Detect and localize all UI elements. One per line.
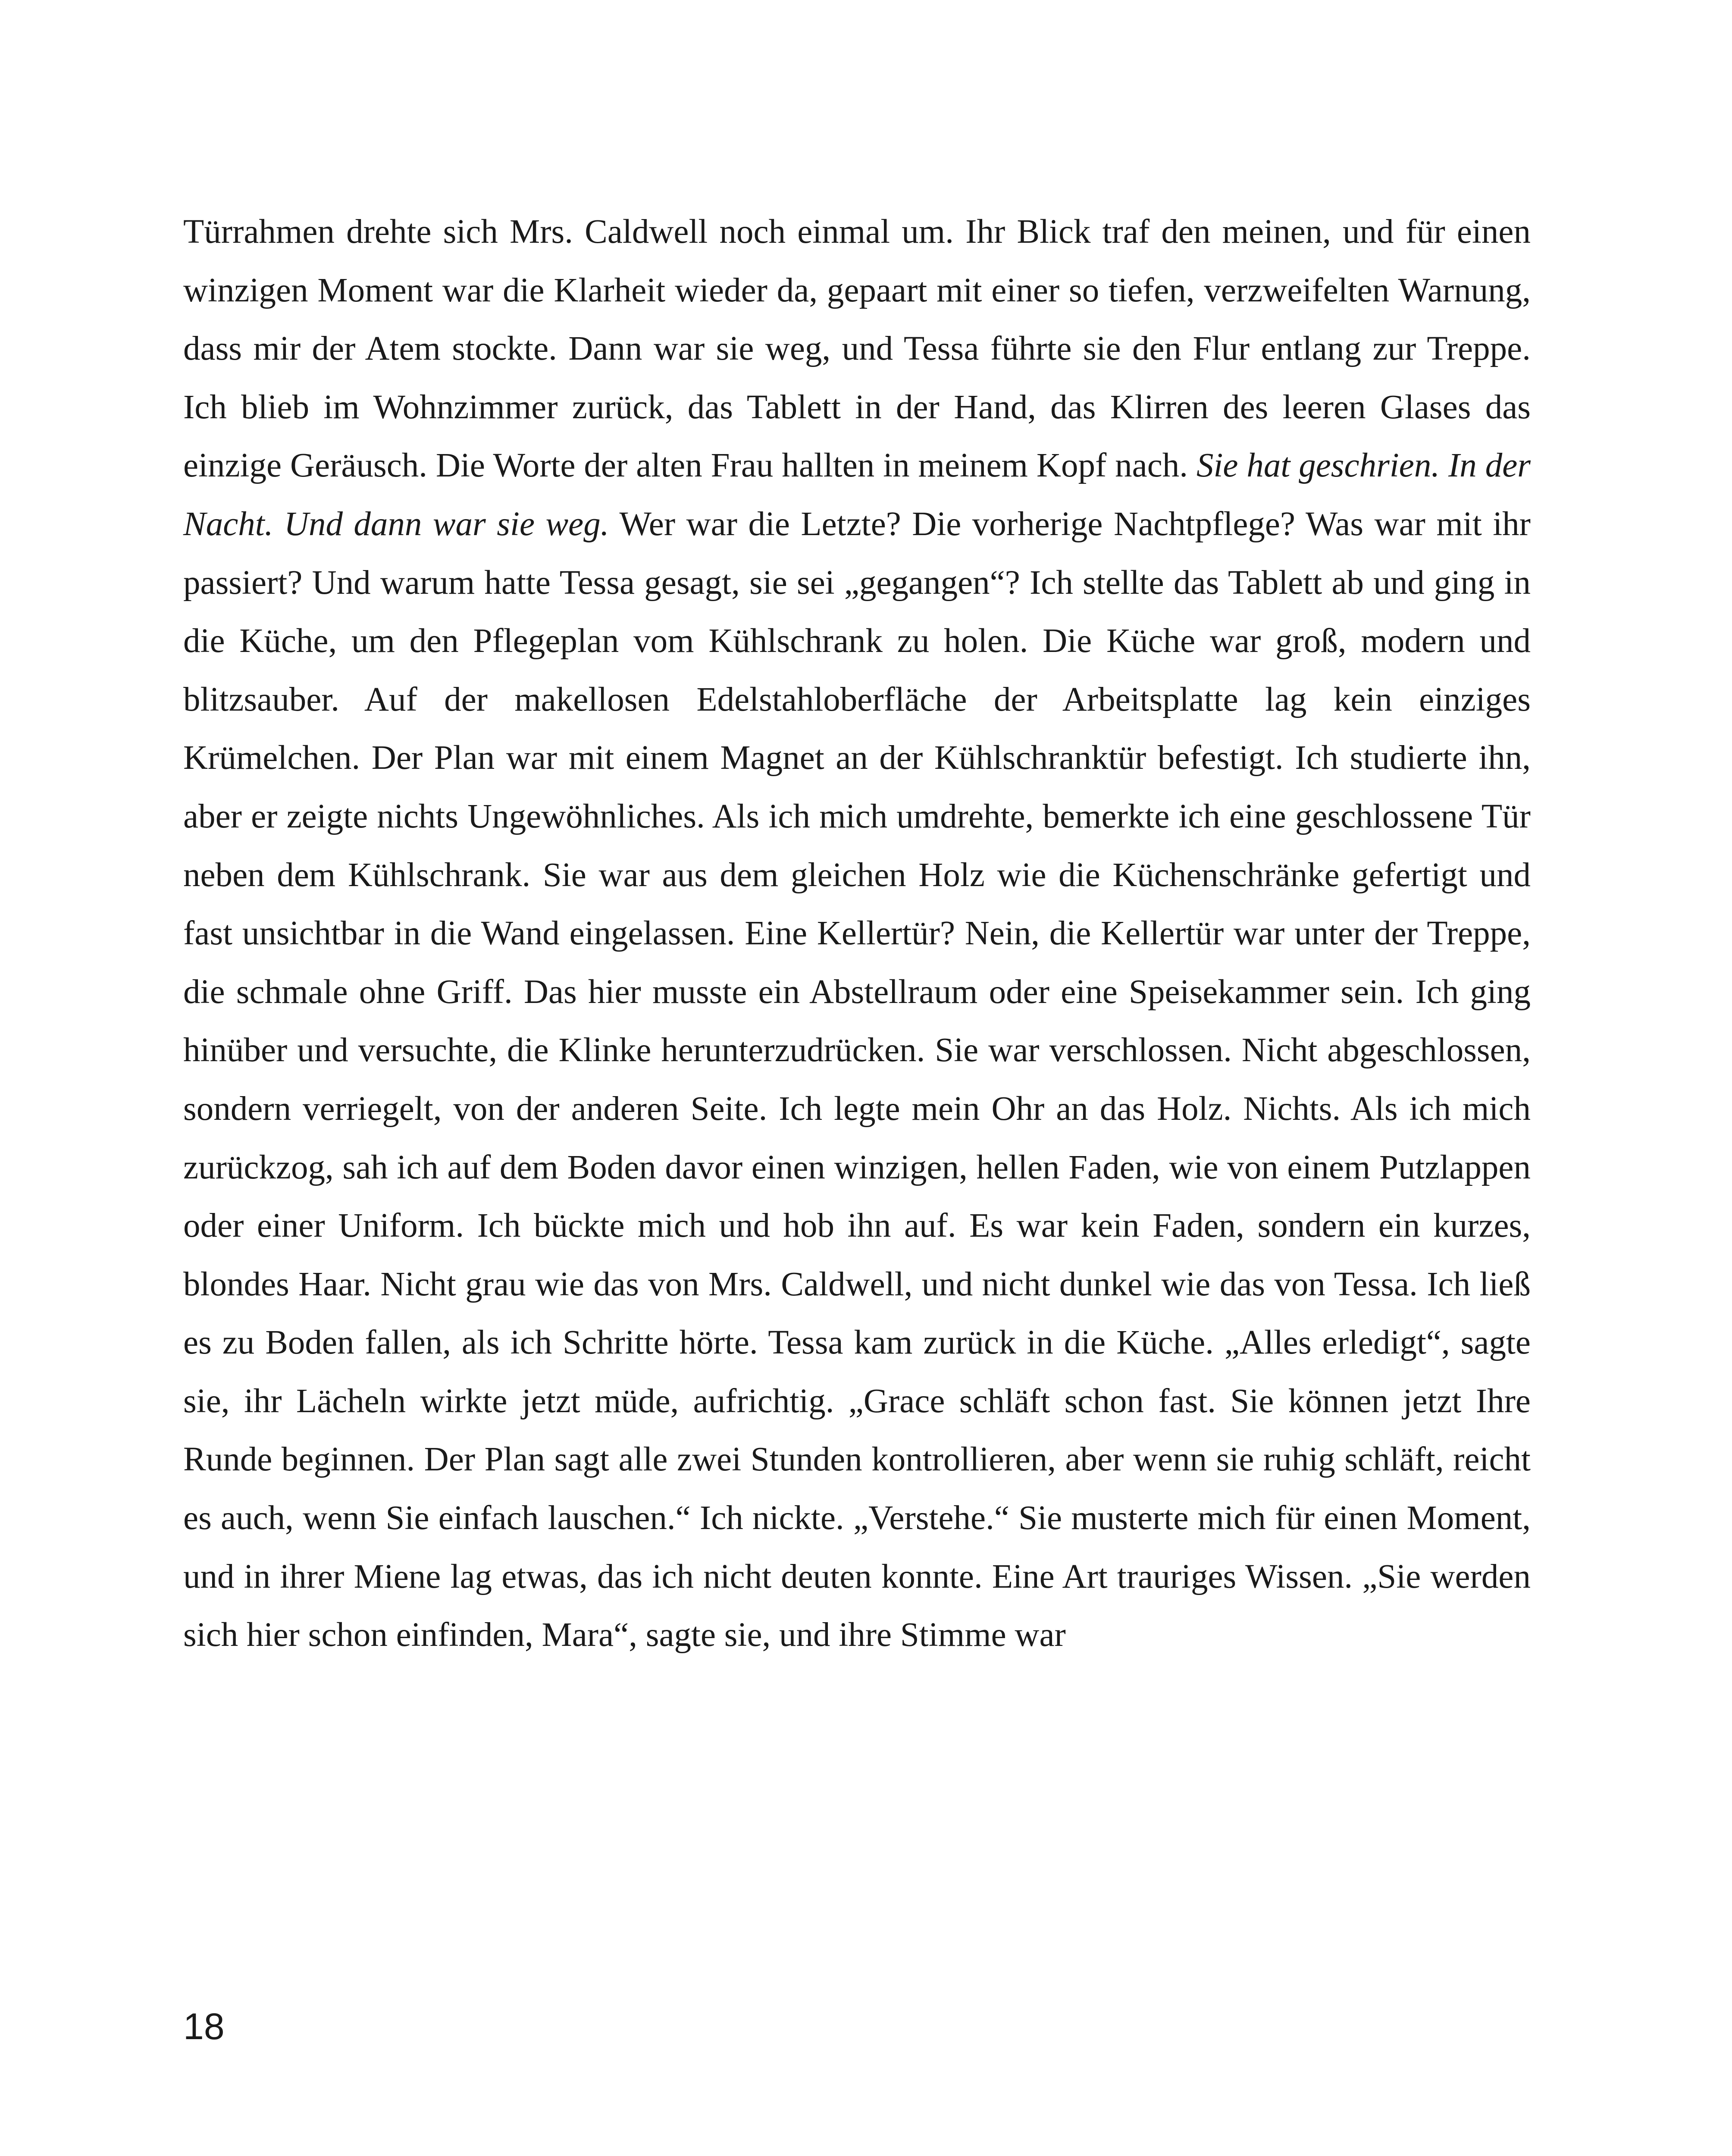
body-text-part-1: Türrahmen drehte sich Mrs. Caldwell noch einmal um. Ihr Blick traf den meinen, und für einen winzigen Moment war die Klarheit wieder da, gepaart mit einer so tiefen, verzweifelten Warnung, dass mir der Atem stockte. Dann war sie weg, und Tessa führte sie den Flur entlang zur Treppe. Ich blieb im Wohnzimmer zurück, das Tablett in der Hand, das Klirren des leeren Glases das einzige Geräusch. Die Worte der alten Frau hallten in meinem Kopf nach.	[183, 213, 1531, 485]
page-number: 18	[183, 2006, 225, 2047]
body-text-italic-quote: Sie hat geschrien. In der Nacht. Und dann war sie weg.	[183, 447, 1531, 543]
body-text-part-2: Wer war die Letzte? Die vorherige Nachtpflege? Was war mit ihr passiert? Und warum hatte Tessa gesagt, sie sei „gegangen“? Ich stellte das Tablett ab und ging in die Küche, um den Pflegeplan vom Kühlschrank zu holen. Die Küche war groß, modern und blitzsauber. Auf der makellosen Edelstahloberfläche der Arbeitsplatte lag kein einziges Krümelchen. Der Plan war mit einem Magnet an der Kühlschranktür befestigt. Ich studierte ihn, aber er zeigte nichts Ungewöhnliches. Als ich mich umdrehte, bemerkte ich eine geschlossene Tür neben dem Kühlschrank. Sie war aus dem gleichen Holz wie die Küchenschränke gefertigt und fast unsichtbar in die Wand eingelassen. Eine Kellertür? Nein, die Kellertür war unter der Treppe, die schmale ohne Griff. Das hier musste ein Abstellraum oder eine Speisekammer sein. Ich ging hinüber und versuchte, die Klinke herunterzudrücken. Sie war verschlossen. Nicht abgeschlossen, sondern verriegelt, von der anderen Seite. Ich legte mein Ohr an das Holz. Nichts. Als ich mich zurückzog, sah ich auf dem Boden davor einen winzigen, hellen Faden, wie von einem Putzlappen oder einer Uniform. Ich bückte mich und hob ihn auf. Es war kein Faden, sondern ein kurzes, blondes Haar. Nicht grau wie das von Mrs. Caldwell, und nicht dunkel wie das von Tessa. Ich ließ es zu Boden fallen, als ich Schritte hörte. Tessa kam zurück in die Küche. „Alles erledigt“, sagte sie, ihr Lächeln wirkte jetzt müde, aufrichtig. „Grace schläft schon fast. Sie können jetzt Ihre Runde beginnen. Der Plan sagt alle zwei Stunden kontrollieren, aber wenn sie ruhig schläft, reicht es auch, wenn Sie einfach lauschen.“ Ich nickte. „Verstehe.“ Sie musterte mich für einen Moment, und in ihrer Miene lag etwas, das ich nicht deuten konnte. Eine Art trauriges Wissen. „Sie werden sich hier schon einfinden, Mara“, sagte sie, und ihre Stimme war	[183, 505, 1531, 1654]
body-text	[183, 203, 1531, 1971]
